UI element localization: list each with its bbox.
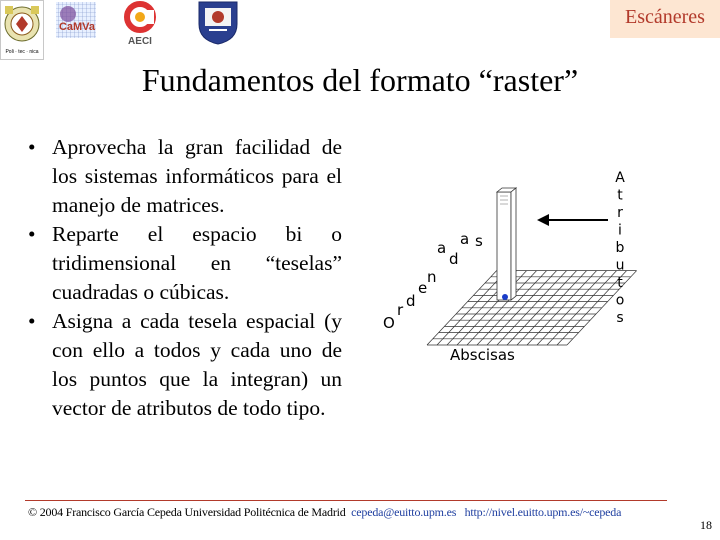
raster-cell-marker xyxy=(502,294,508,300)
ordenadas-label xyxy=(383,230,483,332)
atributos-label xyxy=(615,170,625,326)
ordenadas-letter: d xyxy=(449,250,459,268)
list-item xyxy=(28,133,342,220)
arrow-left-icon xyxy=(537,214,608,226)
list-item xyxy=(28,220,342,307)
bullet-dot-icon: • xyxy=(28,222,36,246)
bullet-text: Aprovecha la gran facilidad de los sistemas informáticos para el manejo de matrices. xyxy=(52,135,342,217)
atributos-letter: s xyxy=(616,310,624,326)
raster-grid xyxy=(427,271,637,345)
page-title: Fundamentos del formato “raster” xyxy=(141,62,579,98)
atributos-letter: t xyxy=(617,275,623,291)
university-crest-logo xyxy=(0,0,44,60)
ordenadas-letter: a xyxy=(460,230,470,248)
bullet-list xyxy=(28,133,342,423)
aeci-text: AECI xyxy=(128,36,152,47)
bullet-text: Reparte el espacio bi o tridimensional en “teselas” cuadradas o cúbicas. xyxy=(52,222,342,304)
ordenadas-letter: n xyxy=(427,268,437,286)
camva-logo xyxy=(54,0,98,42)
footer-rule xyxy=(25,500,667,501)
copyright-text: © 2004 Francisco García Cepeda Universidad Politécnica de Madrid xyxy=(28,505,346,519)
atributos-letter: i xyxy=(618,222,622,239)
bullet-dot-icon: • xyxy=(28,309,36,333)
page-number: 18 xyxy=(700,518,712,532)
ordenadas-letter: s xyxy=(475,232,483,250)
list-item xyxy=(28,307,342,423)
homepage-link[interactable]: http://nivel.euitto.upm.es/~cepeda xyxy=(464,505,622,519)
attribute-column xyxy=(497,188,516,300)
atributos-letter: A xyxy=(615,170,625,186)
ordenadas-letter: O xyxy=(383,314,395,332)
section-badge: Escáneres xyxy=(610,0,720,38)
footer xyxy=(28,505,621,520)
ordenadas-letter: e xyxy=(418,279,428,297)
bullet-dot-icon: • xyxy=(28,135,36,159)
ordenadas-letter: d xyxy=(406,292,416,310)
bullet-text: Asigna a cada tesela espacial (y con ello a todos y cada uno de los puntos que la integran) un vector de atributos de todo tipo. xyxy=(52,309,342,420)
email-link[interactable]: cepeda@euitto.upm.es xyxy=(351,505,457,519)
atributos-letter: u xyxy=(615,257,625,274)
camva-text: CaMVa xyxy=(58,21,96,33)
crest-caption: Poli · tec · nica xyxy=(5,49,39,55)
atributos-letter: b xyxy=(615,240,625,256)
atributos-letter: t xyxy=(617,187,623,204)
ordenadas-letter: r xyxy=(397,301,404,319)
atributos-letter: o xyxy=(615,292,625,309)
raster-grid-diagram xyxy=(375,160,720,365)
abscisas-label: Abscisas xyxy=(450,346,515,364)
atributos-letter: r xyxy=(617,205,623,221)
shield-logo xyxy=(195,0,241,46)
aeci-logo xyxy=(121,0,159,48)
ordenadas-letter: a xyxy=(437,239,447,257)
